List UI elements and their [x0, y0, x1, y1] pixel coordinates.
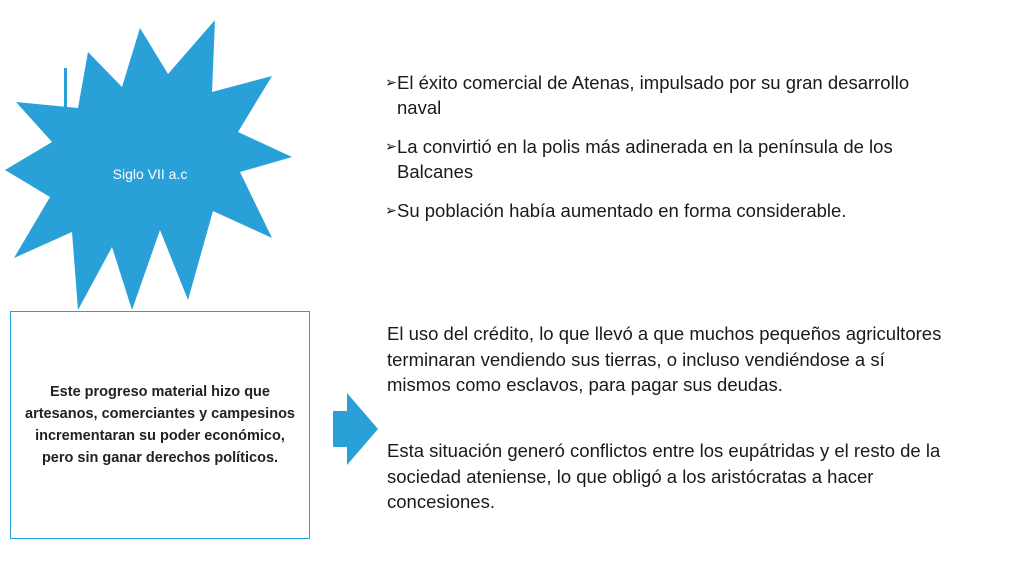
info-box-text: Este progreso material hizo que artesanos, comerciantes y campesinos incrementaran su poder económico, pero sin ganar derechos políticos.: [25, 384, 295, 466]
bullet-list: [385, 70, 945, 237]
bullet-text: El éxito comercial de Atenas, impulsado por su gran desarrollo naval: [397, 72, 910, 118]
bullet-item: [385, 198, 945, 223]
arrow-bullet-icon: ➢: [385, 202, 397, 218]
arrow-bullet-icon: ➢: [385, 138, 397, 154]
starburst-icon: [0, 0, 330, 330]
bullet-text: La convirtió en la polis más adinerada en la península de los Balcanes: [397, 136, 893, 182]
star-label: Siglo VII a.c: [112, 166, 188, 182]
starburst-shape: [0, 0, 330, 330]
paragraph-conflicts: Esta situación generó conflictos entre los eupátridas y el resto de la sociedad ateniense, lo que obligó a los aristócratas a hacer concesiones.: [387, 440, 941, 512]
bullet-text: Su población había aumentado en forma considerable.: [397, 200, 847, 221]
arrow-bullet-icon: ➢: [385, 74, 397, 90]
right-arrow-icon: [333, 393, 378, 465]
paragraph-credit: El uso del crédito, lo que llevó a que muchos pequeños agricultores terminaran vendiendo sus tierras, o incluso vendiéndose a sí mismos como esclavos, para pagar sus deudas.: [387, 323, 942, 395]
bullet-item: [385, 134, 945, 184]
info-box: [10, 311, 310, 539]
bullet-item: [385, 70, 945, 120]
